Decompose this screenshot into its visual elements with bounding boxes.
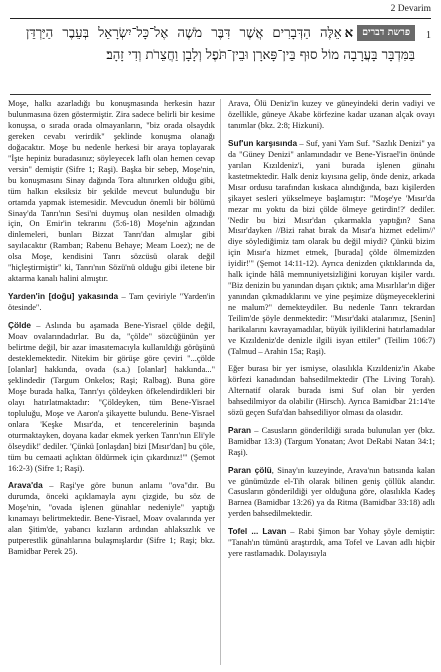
term-heading: Suf'un karşısında (228, 137, 298, 148)
paragraph-text: – Aslında bu aşamada Bene-Yisrael çölde değil, Moav ovalarındadırlar. Bu da, "çölde" sözcüğünün yer belirtme değil, bir azar imasıtemacıyla kullanıldığı görüşünü desteklemektedir. Nitekim bir görüşe göre çeviri "...çölde [olanlar] hakkında, ovada (s.a.) [olanlar] hakkında..." şeklindedir (Targum Onkelos; Raşi; Ralbag). Buna göre Moşe burada halka, Tanrı'yı çöldeyken öfkelendirdikleri bir olayı hatırlatmaktadır: "Çöldeyken, tüm Bene-Yisrael topluluğu, Moşe ve Aaron'a şikayette bulundu. Bene-Yisrael onlara 'Keşke Mısır'da, et tencerelerinin başında oturmaktayken, doyana kadar ekmek yerken Tanrı'nın Eli'yle ölseydik!' dediler. 'Çünkü [onlaşdan] bizi [Mısır'dan] bu çöle, tüm bu cemaati açlıktan öldürmek için çıkardınız!'" (Şemot 16:2-3) (Sifre 1; Raşi). (8, 321, 215, 473)
term-heading: Paran çölü (228, 464, 272, 475)
paragraph-text: – Suf, yani Yam Suf. "Sazlık Denizi" ya da "Güney Denizi" anlamındadır ve Bene-Yisrael'in önünde yarılan Kızıldeniz'i, yani burada işlenen günahı kastetmektedir. Halk deniz kıyısına gelip, önde deniz, arkada Mısır ordusu tarafından kıskaca alındığında, bazı kişilerden şikayet sesleri yükselmeye başlamıştır: "Moşe'ye 'Mısır'da mezar mı yoktu da bizi çölde ölmeye getirdin!?' dediler. 'Nedir bu bizi Mısır'dan çıkarmakla yaptığın? Sana Mısır'dayken //Bizi rahat bırak da Mısır'a hizmet edelim//' diye söylediğimiz tam olarak bu değil miydi? Çünkü bizim için Mısır'a hizmet etmek, [burada] çölde ölmemizden iyidir!'" (Şemot 14:11-12). Ayrıca denizden çıktıklarında da, halk içinde hâlâ memnuniyetsizliğini koruyan kişiler vardı. "Biz denizin bu yanından dışarı çıktık; ama Mısırlılar'ın diğer yanından çıkmadıklarını ve yine peşimize düşmeyeceklerini ne malum?" demekteydiler. Bu nedenle Tanrı tekrardan Teilim'de şöyle denmektedir: "Mısır'daki atalarımız, [Senin] harikalarını kavrayamadılar, büyük iyiliklerini hatırlamadılar ve Kızıldeniz'de denizle ilgili isyan ettiler" (Teilim 106:7) (Talmud – Arahin 15a; Raşi). (228, 138, 435, 356)
paragraph-text: – Tam çeviriyle "Yarden'in ötesinde". (8, 292, 215, 313)
column-divider (220, 99, 221, 665)
paragraph: Eğer burası bir yer ismiyse, olasılıkla Kızıldeniz'in Akabe körfezi kanadından bahsedilmektedir (The Living Torah). Alternatif olarak burada ismi Suf olan bir yerden bahsedilmiyor da olabilir (Hirsch). Ayrıca Bamidbar 21:14'te sözü geçen Sufa'dan bahsediliyor olması da olasıdır. (228, 363, 435, 417)
paragraph (228, 425, 435, 459)
paragraph: Arava, Ölü Deniz'in kuzey ve güneyindeki derin vadiyi ve özellikle, güneye Akabe körfezine kadar uzanan alçak ovayı tanımlar (bkz. 2:8; Hizkuni). (228, 99, 435, 130)
paragraph (8, 291, 215, 314)
paragraph (228, 526, 435, 560)
parasha-label: פרשת דברים (357, 25, 415, 41)
paragraph-text: , Sinay'ın kuzeyinde, Arava'nın batısında kalan ve günümüzde el-Tih olarak bilinen geniş çöllük alandır. Casusların gönderildiği yer olduğuna göre, olasılıkla Kadeş Barnea (Bamidbar 13:26) ya da Ritma (Bamidbar 33:18) adlı yerden bahsedilmektedir. (228, 465, 435, 519)
paragraph (228, 138, 435, 358)
paragraph-text: – Rabi Şimon bar Yohay şöyle demiştir: "Tanah'ın tümünü araştırdık, ama Tofel ve Lavan adlı hiçbir yere rastlamadık. Dolayısıyla (228, 527, 435, 559)
verse-letter: א (344, 26, 354, 41)
section-rule (10, 94, 431, 95)
commentary-right-column (228, 99, 435, 564)
paragraph-text: – Raşi'ye göre bunun anlamı "ova"dır. Bu durumda, önceki açıklamayla aynı çizgide, bu söz de Moşe'nin, "ovada işlenen günahlar nedeniyle" yaptığı kınamayı belirtmektedir. Bene-Yisrael, Moav ovalarında yer alan Şitim'de, yabancı kızların ardından ahlaksızlık ve putperestlik günahlarına bulaşmışlardır (Sifre 1; Raşi; bkz. Bamidbar Perek 25). (8, 481, 215, 557)
term-heading: Tofel ... Lavan (228, 526, 287, 537)
term-heading: Arava'da (8, 480, 43, 491)
hebrew-verse (26, 23, 415, 91)
paragraph: Moşe, halkı azarladığı bu konuşmasında herkesin hazır bulunmasına özen göstermiştir. Zira sadece belirli bir kesime konuşsa, o sırada orada olmayanların, "biz orada olsaydık gereken cevabı verirdik" şeklinde konuşma olanağı doğacaktır. Moşe bu nedenle herkesi bir araya toplayarak "İşte hepiniz buradasınız; söyleyecek laflı olan hemen cevap versin" demiştir (Sifre 1; Raşi). Başka bir sebep, Moşe'nin, bu konuşmasını Sinay dağında Tora altınırken olduğu gibi, tüm halkın eksiksiz bir şekilde mevcut bulunduğu bir ortamda yapmak istemesidir. Mevcudun önemli bir bölümü Sinay'da Tanrı'nın Sesi'ni duymuş olan nesilden olmadığı için, On Emir'in tekrarını (5:6-18) Moşe'nin ağzından dinlemeleri, bunları Bizzat Tanrı'dan almışlar gibi sayılacaktır (Ramban; Rabenu Behaye; Meam Loez); ne de olsa Moşe, kendisini Tanrı sözcüsü olarak değil "hiçleştirmiştir" ki, Tanrı'nın Sözü'nü olduğu gibi iletene bir aktarma kanalı halini almıştır. (8, 99, 215, 284)
paragraph-text: – Casusların gönderildiği sırada bulunulan yer (bkz. Bamidbar 13:3) (Targum Yonatan; Avot DeRabi Natan 34:1; Raşi). (228, 425, 435, 457)
header-rule (10, 18, 431, 19)
paragraph (228, 465, 435, 521)
hebrew-text: אֵלֶּה הַדְּבָרִים אֲשֶׁר דִּבֶּר מֹשֶׁה אֶל־כָּל־יִשְׂרָאֵל בְּעֵבֶר הַיַּרְדֵּן בַּמִּדְבָּר בָּעֲרָבָה מוֹל סוּף בֵּין־פָּארָן וּבֵין־תֹּפֶל וְלָבָן וַחֲצֵרֹת וְדִי זָהָב׃ (26, 26, 415, 63)
paragraph (8, 320, 215, 474)
term-heading: Yarden'in [doğu] yakasında (8, 291, 119, 302)
verse-number: 1 (426, 30, 431, 41)
term-heading: Paran (228, 424, 252, 435)
term-heading: Çölde (8, 320, 32, 331)
commentary-left-column (8, 99, 215, 562)
running-head: 2 Devarim (390, 4, 431, 14)
paragraph (8, 480, 215, 558)
